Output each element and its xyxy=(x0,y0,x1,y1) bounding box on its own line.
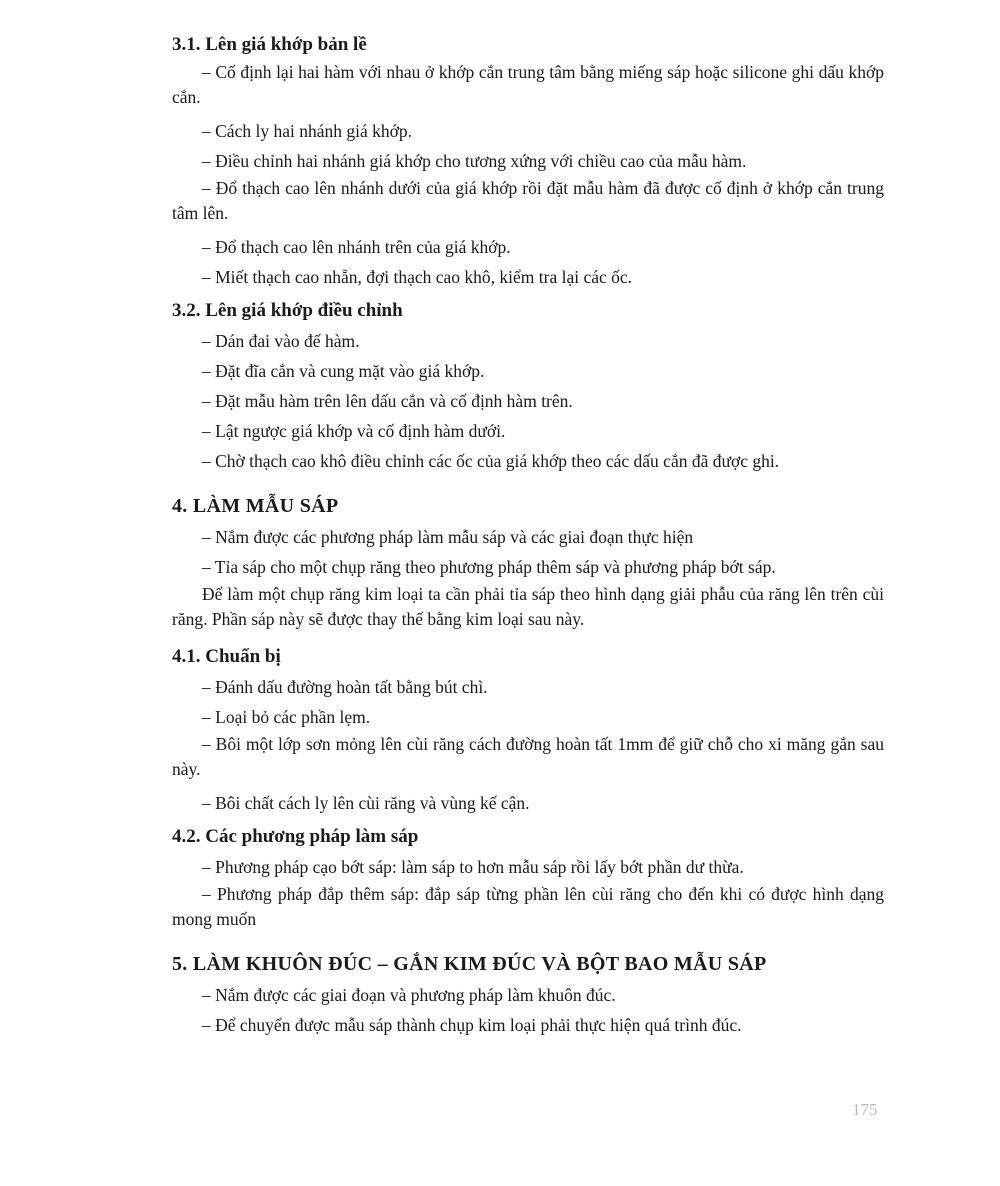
paragraph: – Bôi một lớp sơn mỏng lên cùi răng cách đường hoàn tất 1mm để giữ chỗ cho xi măng gắn sau này. xyxy=(172,734,884,779)
section-heading-3-2: 3.2. Lên giá khớp điều chỉnh xyxy=(172,300,403,321)
paragraph: – Tỉa sáp cho một chụp răng theo phương pháp thêm sáp và phương pháp bớt sáp. xyxy=(202,557,776,577)
paragraph: – Cố định lại hai hàm với nhau ở khớp cắn trung tâm bằng miếng sáp hoặc silicone ghi dấu khớp cắn. xyxy=(172,62,884,107)
paragraph: – Đổ thạch cao lên nhánh trên của giá khớp. xyxy=(202,237,511,257)
paragraph: – Chờ thạch cao khô điều chỉnh các ốc của giá khớp theo các dấu cắn đã được ghi. xyxy=(202,451,780,471)
page-number: 175 xyxy=(852,1100,878,1119)
section-heading-4: 4. LÀM MẪU SÁP xyxy=(172,495,339,517)
paragraph: – Bôi chất cách ly lên cùi răng và vùng kế cận. xyxy=(202,793,530,813)
paragraph: – Loại bỏ các phần lẹm. xyxy=(202,707,371,727)
paragraph: – Nắm được các giai đoạn và phương pháp làm khuôn đúc. xyxy=(202,985,616,1005)
paragraph: Để làm một chụp răng kim loại ta cần phải tỉa sáp theo hình dạng giải phẫu của răng lên trên cùi răng. Phần sáp này sẽ được thay thế bằng kim loại sau này. xyxy=(172,584,884,629)
paragraph: – Đánh dấu đường hoàn tất bằng bút chì. xyxy=(202,677,488,697)
paragraph: – Dán đai vào đế hàm. xyxy=(202,331,360,351)
section-heading-5: 5. LÀM KHUÔN ĐÚC – GẮN KIM ĐÚC VÀ BỘT BAO MẪU SÁP xyxy=(172,953,767,975)
paragraph: – Đổ thạch cao lên nhánh dưới của giá khớp rồi đặt mẫu hàm đã được cố định ở khớp cắn trung tâm lên. xyxy=(172,178,884,223)
paragraph: – Cách ly hai nhánh giá khớp. xyxy=(202,121,412,141)
paragraph: – Để chuyển được mẫu sáp thành chụp kim loại phải thực hiện quá trình đúc. xyxy=(202,1015,742,1035)
paragraph: – Điều chỉnh hai nhánh giá khớp cho tương xứng với chiều cao của mẫu hàm. xyxy=(202,151,747,171)
section-heading-4-2: 4.2. Các phương pháp làm sáp xyxy=(172,826,419,847)
section-heading-3-1: 3.1. Lên giá khớp bản lề xyxy=(172,34,367,55)
paragraph: – Lật ngược giá khớp và cố định hàm dưới. xyxy=(202,421,506,441)
paragraph: – Nắm được các phương pháp làm mẫu sáp và các giai đoạn thực hiện xyxy=(202,527,694,547)
paragraph: – Phương pháp đắp thêm sáp: đắp sáp từng phần lên cùi răng cho đến khi có được hình dạng mong muốn xyxy=(172,884,884,929)
paragraph: – Đặt đĩa cắn và cung mặt vào giá khớp. xyxy=(202,361,485,381)
paragraph: – Đặt mẫu hàm trên lên dấu cắn và cố định hàm trên. xyxy=(202,391,573,411)
paragraph: – Miết thạch cao nhẵn, đợi thạch cao khô, kiểm tra lại các ốc. xyxy=(202,267,633,287)
paragraph: – Phương pháp cạo bớt sáp: làm sáp to hơn mẫu sáp rồi lấy bớt phần dư thừa. xyxy=(202,857,744,877)
section-heading-4-1: 4.1. Chuẩn bị xyxy=(172,646,281,667)
page-content xyxy=(172,30,884,1040)
